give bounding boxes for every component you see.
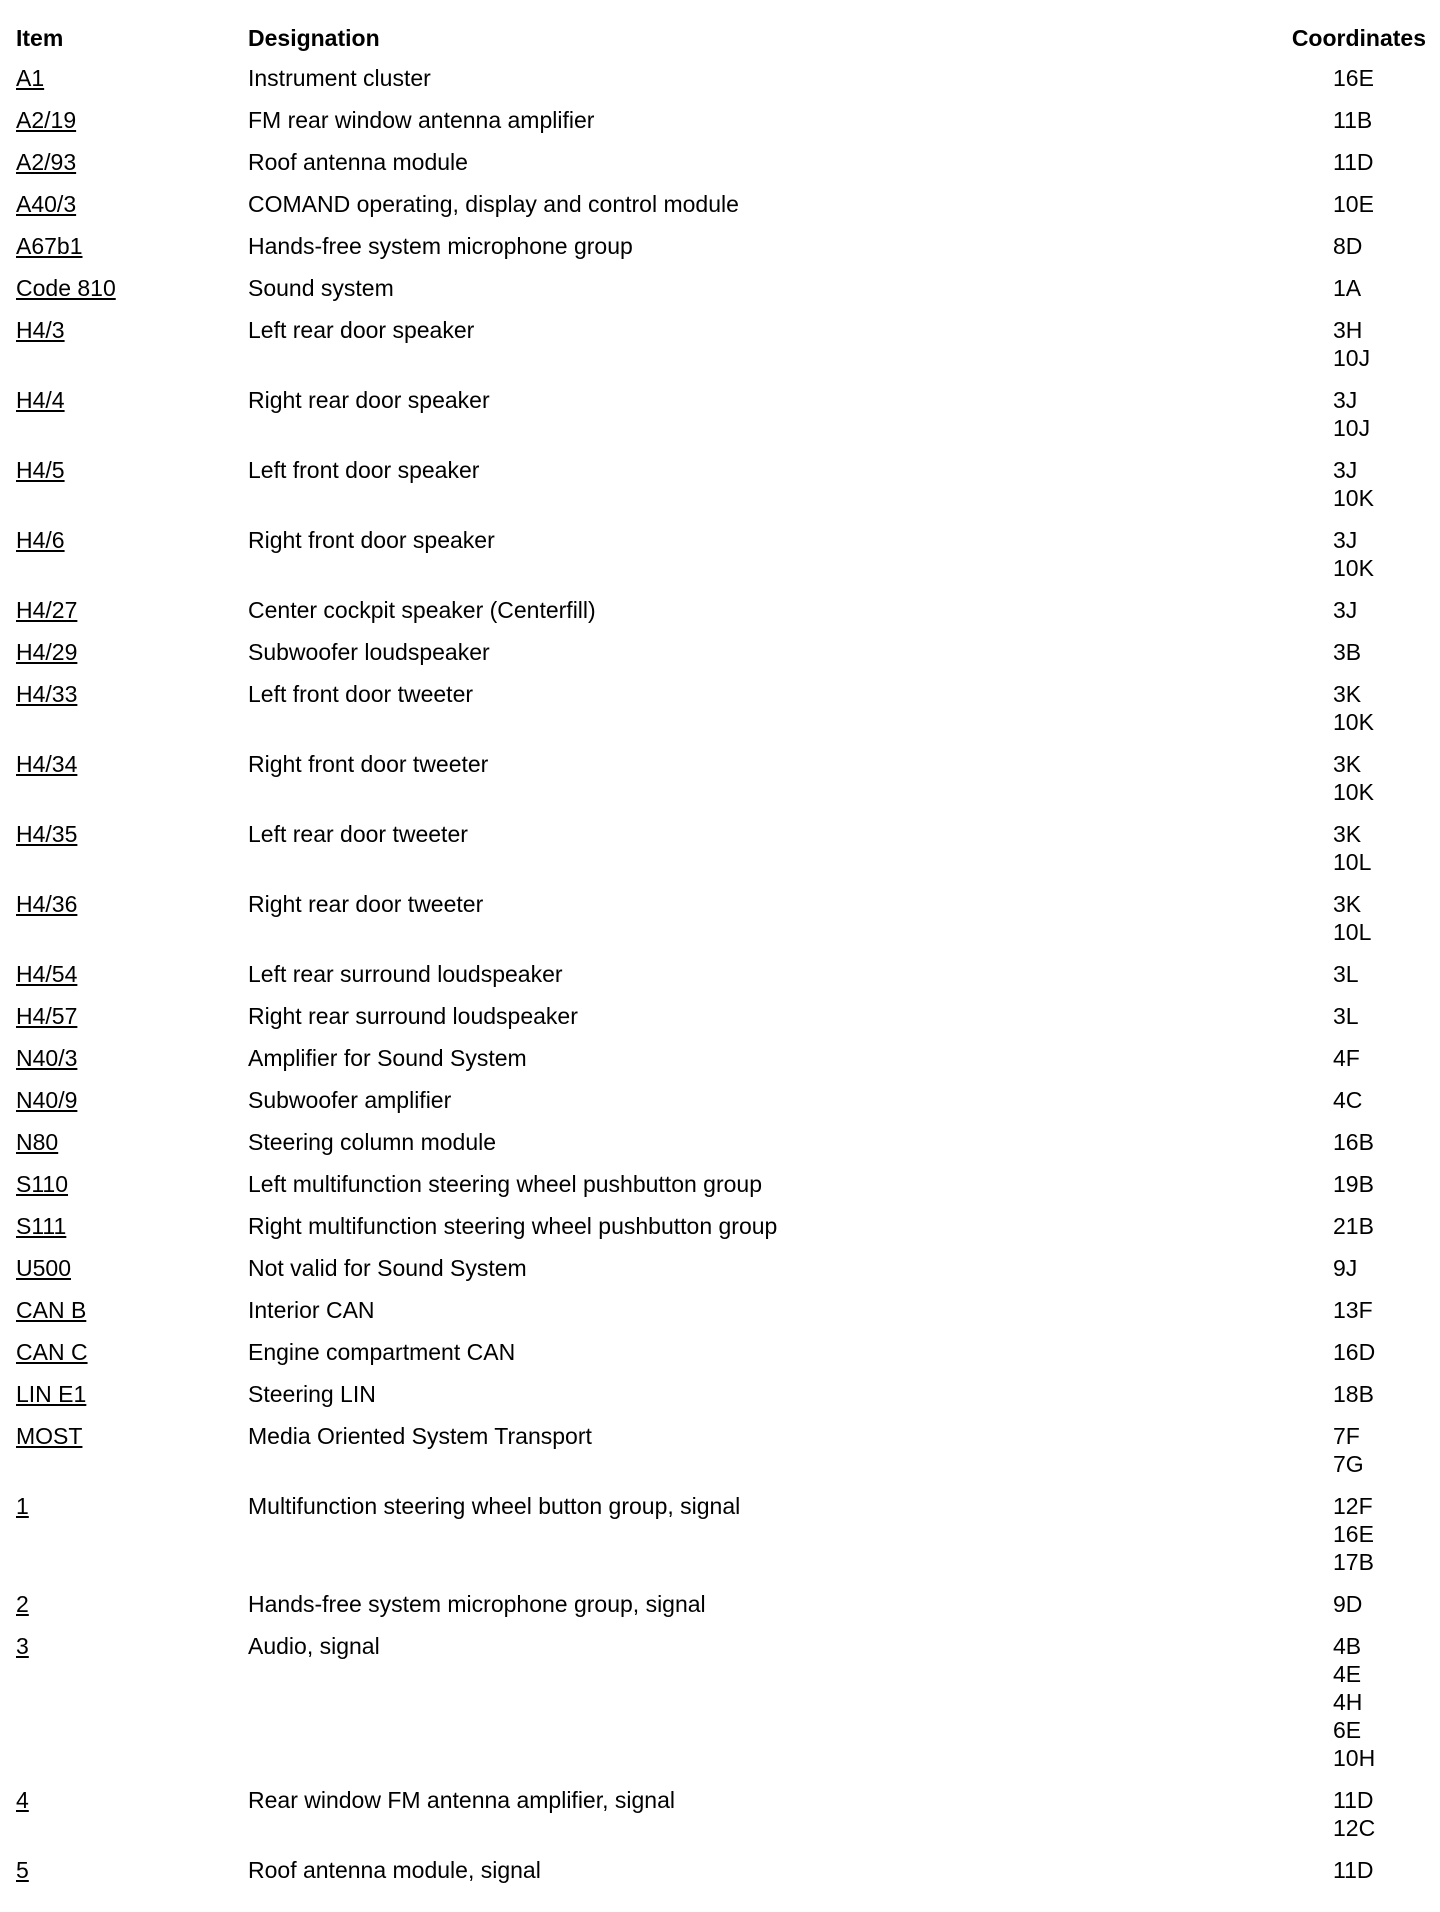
coordinates-cell [1286, 1338, 1426, 1380]
coordinate-value: 10K [1333, 485, 1374, 511]
coordinates-cell [1286, 1590, 1426, 1632]
item-cell [16, 1380, 248, 1422]
designation-cell: Sound system [248, 275, 394, 301]
coordinate-value: 1A [1333, 275, 1362, 301]
item-cell [16, 274, 248, 316]
coordinates-cell [1286, 1632, 1426, 1786]
table-row [16, 1380, 1426, 1422]
table-row [16, 1296, 1426, 1338]
table-row [16, 1492, 1426, 1590]
item-link[interactable]: A40/3 [16, 191, 77, 217]
table-row [16, 1086, 1426, 1128]
coordinates-cell [1286, 232, 1426, 274]
coordinates-cell [1286, 1492, 1426, 1590]
designation-cell: Right front door speaker [248, 527, 495, 553]
item-cell [16, 1002, 248, 1044]
item-link[interactable]: 1 [16, 1493, 29, 1519]
item-link[interactable]: MOST [16, 1423, 83, 1449]
coordinate-value: 9J [1333, 1255, 1358, 1281]
designation-cell: FM rear window antenna amplifier [248, 107, 595, 133]
coordinates-cell [1286, 1786, 1426, 1856]
coordinate-value: 3J [1333, 387, 1358, 413]
table-row [16, 596, 1426, 638]
coordinate-value: 10J [1333, 345, 1371, 371]
table-row [16, 1422, 1426, 1492]
coordinates-cell [1286, 1044, 1426, 1086]
item-cell [16, 190, 248, 232]
item-cell [16, 1128, 248, 1170]
table-row [16, 1786, 1426, 1856]
coordinate-value: 10K [1333, 709, 1374, 735]
item-cell [16, 456, 248, 526]
coordinates-cell [1286, 148, 1426, 190]
item-link[interactable]: CAN B [16, 1297, 87, 1323]
item-link[interactable]: H4/57 [16, 1003, 78, 1029]
table-row [16, 232, 1426, 274]
table-row [16, 1254, 1426, 1296]
designation-cell: Left rear surround loudspeaker [248, 961, 563, 987]
designation-cell: Right multifunction steering wheel pushbutton group [248, 1213, 778, 1239]
item-link[interactable]: N40/9 [16, 1087, 78, 1113]
designation-cell: Left multifunction steering wheel pushbutton group [248, 1171, 762, 1197]
coordinate-value: 4B [1333, 1633, 1362, 1659]
coordinate-value: 3L [1333, 961, 1359, 987]
item-cell [16, 638, 248, 680]
table-row [16, 680, 1426, 750]
table-row [16, 386, 1426, 456]
designation-cell: Hands-free system microphone group, signal [248, 1591, 706, 1617]
table-row [16, 274, 1426, 316]
coordinates-cell [1286, 1380, 1426, 1422]
item-cell [16, 1632, 248, 1786]
coordinate-value: 3K [1333, 891, 1362, 917]
designation-cell: Right rear door speaker [248, 387, 490, 413]
item-cell [16, 680, 248, 750]
table-row [16, 190, 1426, 232]
item-link[interactable]: A67b1 [16, 233, 83, 259]
table-row [16, 1856, 1426, 1898]
item-link[interactable]: A2/19 [16, 107, 77, 133]
coordinate-value: 10J [1333, 415, 1371, 441]
coordinates-cell [1286, 1170, 1426, 1212]
coordinate-value: 4F [1333, 1045, 1360, 1071]
item-link[interactable]: H4/27 [16, 597, 78, 623]
designation-cell: Engine compartment CAN [248, 1339, 516, 1365]
coordinates-cell [1286, 1128, 1426, 1170]
item-cell [16, 1212, 248, 1254]
item-cell [16, 316, 248, 386]
table-row [16, 1590, 1426, 1632]
item-link[interactable]: H4/6 [16, 527, 65, 553]
table-row [16, 1212, 1426, 1254]
item-link[interactable]: 4 [16, 1787, 29, 1813]
coordinates-cell [1286, 820, 1426, 890]
designation-cell: Steering LIN [248, 1381, 376, 1407]
table-row [16, 456, 1426, 526]
item-cell [16, 960, 248, 1002]
coordinate-value: 3J [1333, 457, 1358, 483]
item-cell [16, 64, 248, 106]
coordinate-value: 21B [1333, 1213, 1374, 1239]
coordinate-value: 12C [1333, 1815, 1376, 1841]
designation-cell: Subwoofer loudspeaker [248, 639, 490, 665]
coordinates-cell [1286, 1254, 1426, 1296]
coordinate-value: 10K [1333, 555, 1374, 581]
coordinate-value: 10L [1333, 919, 1372, 945]
table-row [16, 890, 1426, 960]
item-cell [16, 596, 248, 638]
coordinates-cell [1286, 456, 1426, 526]
table-row [16, 64, 1426, 106]
coordinates-cell [1286, 106, 1426, 148]
table-row [16, 1170, 1426, 1212]
table-row [16, 1338, 1426, 1380]
item-link[interactable]: A2/93 [16, 149, 77, 175]
item-link[interactable]: H4/54 [16, 961, 78, 987]
item-cell [16, 1296, 248, 1338]
legend-body [16, 64, 1426, 1898]
designation-cell: Left front door speaker [248, 457, 480, 483]
item-link[interactable]: H4/33 [16, 681, 78, 707]
coordinate-value: 3H [1333, 317, 1363, 343]
table-row [16, 820, 1426, 890]
coordinate-value: 3L [1333, 1003, 1359, 1029]
coordinates-cell [1286, 1296, 1426, 1338]
coordinate-value: 11B [1333, 107, 1373, 133]
coordinate-value: 3B [1333, 639, 1362, 665]
table-row [16, 316, 1426, 386]
designation-cell: Roof antenna module [248, 149, 468, 175]
item-column-header: Item [16, 25, 64, 51]
designation-cell: Left front door tweeter [248, 681, 474, 707]
item-link[interactable]: 2 [16, 1591, 29, 1617]
item-cell [16, 820, 248, 890]
item-link[interactable]: H4/34 [16, 751, 78, 777]
coordinate-value: 8D [1333, 233, 1363, 259]
item-cell [16, 1338, 248, 1380]
coordinate-value: 11D [1333, 1857, 1374, 1883]
coordinates-cell [1286, 316, 1426, 386]
coordinate-value: 19B [1333, 1171, 1374, 1197]
table-row [16, 638, 1426, 680]
coordinate-value: 11D [1333, 1787, 1374, 1813]
designation-cell: Amplifier for Sound System [248, 1045, 527, 1071]
designation-cell: Center cockpit speaker (Centerfill) [248, 597, 596, 623]
designation-cell: Left rear door speaker [248, 317, 475, 343]
table-row [16, 1002, 1426, 1044]
item-cell [16, 148, 248, 190]
designation-cell: Left rear door tweeter [248, 821, 468, 847]
coordinates-cell [1286, 1086, 1426, 1128]
item-link[interactable]: N80 [16, 1129, 59, 1155]
coordinates-cell [1286, 64, 1426, 106]
coordinates-cell [1286, 1422, 1426, 1492]
coordinate-value: 13F [1333, 1297, 1373, 1323]
coordinates-cell [1286, 1002, 1426, 1044]
item-cell [16, 1086, 248, 1128]
coordinate-value: 16E [1333, 65, 1374, 91]
designation-cell: Multifunction steering wheel button group, signal [248, 1493, 741, 1519]
coordinate-value: 7G [1333, 1451, 1364, 1477]
coordinate-value: 18B [1333, 1381, 1374, 1407]
coordinate-value: 12F [1333, 1493, 1373, 1519]
item-cell [16, 1422, 248, 1492]
coordinate-value: 6E [1333, 1717, 1362, 1743]
coordinate-value: 17B [1333, 1549, 1374, 1575]
item-link[interactable]: S111 [16, 1213, 67, 1239]
table-row [16, 1128, 1426, 1170]
coordinate-value: 10H [1333, 1745, 1376, 1771]
item-link[interactable]: H4/4 [16, 387, 65, 413]
coordinates-cell [1286, 190, 1426, 232]
item-link[interactable]: 3 [16, 1633, 29, 1659]
designation-cell: Steering column module [248, 1129, 497, 1155]
item-link[interactable]: H4/35 [16, 821, 78, 847]
header-row [16, 24, 1426, 64]
item-cell [16, 526, 248, 596]
designation-cell: Instrument cluster [248, 65, 431, 91]
coordinates-column-header: Coordinates [1291, 25, 1426, 51]
coordinate-value: 10L [1333, 849, 1372, 875]
designation-cell: Hands-free system microphone group [248, 233, 633, 259]
table-row [16, 1632, 1426, 1786]
table-row [16, 1044, 1426, 1086]
coordinate-value: 10K [1333, 779, 1374, 805]
coordinate-value: 4E [1333, 1661, 1362, 1687]
coordinates-cell [1286, 890, 1426, 960]
designation-cell: Media Oriented System Transport [248, 1423, 592, 1449]
designation-cell: Interior CAN [248, 1297, 375, 1323]
coordinate-value: 7F [1333, 1423, 1360, 1449]
coordinates-cell [1286, 596, 1426, 638]
coordinate-value: 3J [1333, 597, 1358, 623]
item-cell [16, 1492, 248, 1590]
item-link[interactable]: U500 [16, 1255, 71, 1281]
coordinate-value: 16D [1333, 1339, 1376, 1365]
coordinates-cell [1286, 960, 1426, 1002]
table-row [16, 750, 1426, 820]
item-cell [16, 1856, 248, 1898]
table-row [16, 960, 1426, 1002]
designation-cell: Right front door tweeter [248, 751, 489, 777]
item-cell [16, 750, 248, 820]
coordinates-cell [1286, 526, 1426, 596]
table-row [16, 526, 1426, 596]
item-cell [16, 1786, 248, 1856]
coordinates-cell [1286, 750, 1426, 820]
item-link[interactable]: H4/36 [16, 891, 78, 917]
designation-cell: Right rear surround loudspeaker [248, 1003, 578, 1029]
coordinate-value: 16B [1333, 1129, 1374, 1155]
item-cell [16, 386, 248, 456]
coordinate-value: 10E [1333, 191, 1374, 217]
designation-cell: Subwoofer amplifier [248, 1087, 452, 1113]
coordinate-value: 3K [1333, 681, 1362, 707]
table-row [16, 106, 1426, 148]
coordinates-cell [1286, 1212, 1426, 1254]
coordinate-value: 11D [1333, 149, 1374, 175]
designation-column-header: Designation [248, 25, 380, 51]
coordinate-value: 4H [1333, 1689, 1363, 1715]
coordinates-cell [1286, 274, 1426, 316]
item-link[interactable]: S110 [16, 1171, 69, 1197]
item-link[interactable]: N40/3 [16, 1045, 78, 1071]
item-cell [16, 1044, 248, 1086]
table-row [16, 148, 1426, 190]
coordinates-cell [1286, 1856, 1426, 1898]
designation-cell: Audio, signal [248, 1633, 380, 1659]
item-link[interactable]: 5 [16, 1857, 29, 1883]
item-link[interactable]: H4/5 [16, 457, 65, 483]
item-cell [16, 890, 248, 960]
coordinate-value: 3K [1333, 751, 1362, 777]
coordinates-cell [1286, 386, 1426, 456]
designation-cell: Not valid for Sound System [248, 1255, 527, 1281]
item-cell [16, 1590, 248, 1632]
designation-cell: Right rear door tweeter [248, 891, 484, 917]
coordinates-cell [1286, 680, 1426, 750]
item-cell [16, 232, 248, 274]
coordinate-value: 4C [1333, 1087, 1363, 1113]
coordinate-value: 3K [1333, 821, 1362, 847]
coordinate-value: 9D [1333, 1591, 1363, 1617]
item-link[interactable]: H4/29 [16, 639, 78, 665]
coordinate-value: 16E [1333, 1521, 1374, 1547]
designation-cell: Rear window FM antenna amplifier, signal [248, 1787, 675, 1813]
item-link[interactable]: A1 [16, 65, 45, 91]
item-link[interactable]: LIN E1 [16, 1381, 87, 1407]
component-legend-table [16, 24, 1426, 1898]
designation-cell: Roof antenna module, signal [248, 1857, 541, 1883]
item-cell [16, 1254, 248, 1296]
coordinates-cell [1286, 638, 1426, 680]
item-link[interactable]: CAN C [16, 1339, 88, 1365]
item-cell [16, 106, 248, 148]
coordinate-value: 3J [1333, 527, 1358, 553]
item-link[interactable]: H4/3 [16, 317, 65, 343]
item-link[interactable]: Code 810 [16, 275, 116, 301]
item-cell [16, 1170, 248, 1212]
designation-cell: COMAND operating, display and control module [248, 191, 739, 217]
